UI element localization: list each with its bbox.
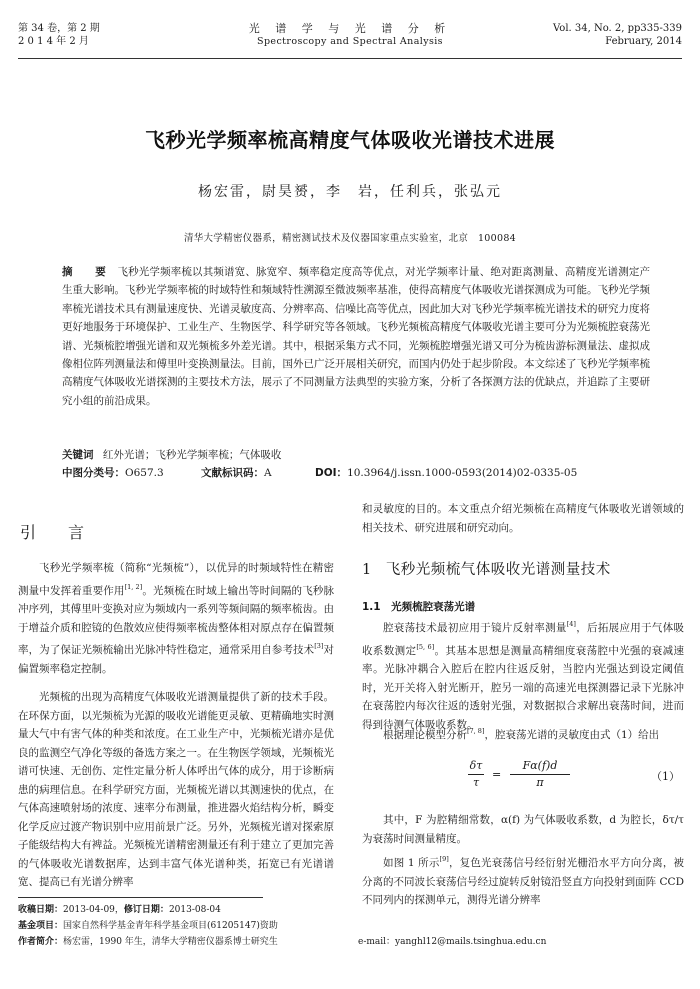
journal-title-cn: 光 谱 学 与 光 谱 分 析 [248, 22, 452, 35]
fund-text: 国家自然科学基金青年科学基金项目(61205147)资助 [63, 921, 278, 931]
citation: [4] [566, 620, 576, 628]
footnote-dates [18, 904, 682, 917]
keywords [62, 446, 650, 464]
eq-rhs-numerator: Fα(f)d [510, 758, 570, 775]
footnote-author [18, 936, 682, 949]
footnote-rule [18, 897, 263, 898]
right-paragraph-3: 其中，F 为腔精细常数，α(f) 为气体吸收系数，d 为腔长，δτ/τ 为衰荡时间测量精度。 [362, 814, 684, 845]
abstract [62, 263, 650, 410]
section-number: 1 [362, 562, 372, 578]
intro-paragraph-2: 光频梳的出现为高精度气体吸收光谱测量提供了新的技术手段。在环保方面，以光频梳为光源的吸收光谱能更灵敏、更精确地实时测量大气中有害气体的种类和浓度。在工业生产中，光频梳光谱亦是优良的监测空气净化等级的备选方案之一。在生物医学领域，光频梳光谱可快速、无创伤、定性定量分析人体呼出气体的成分，用于诊断病患的病理信息。在科学研究方面，光频梳光谱以其测速快的优点，在气体高速喷射场的浓度、速率分布测量，推进器火焰结构分析，瞬变化学反应过渡产物识别中应用前景广泛。另外，光频梳光谱对探索原子能级结构大有裨益。光频梳光谱精密测量还有利于建立了更加完善的气体吸收光谱数据库，达到丰富气体光谱种类，拓宽已有光谱谱宽、提高已有光谱分辨率 [18, 691, 334, 888]
running-header [18, 20, 682, 60]
received-date: 2013-04-09， [63, 905, 124, 915]
subsection-1-1-heading: 1.1 光频梳腔衰荡光谱 [362, 601, 476, 613]
author-email: e-mail：yanghl12@mails.tsinghua.edu.cn [358, 937, 547, 947]
revised-label: 修订日期： [123, 905, 169, 915]
date-cn: 2 0 1 4 年 2 月 [18, 36, 89, 47]
volume-pages-en: Vol. 34, No. 2, pp335-339 [553, 23, 682, 34]
clc-label: 中图分类号： [62, 467, 125, 479]
volume-issue-cn: 第 34 卷，第 2 期 [18, 23, 100, 34]
right-p2b: ，腔衰荡光谱的灵敏度由式（1）给出 [484, 729, 660, 741]
right-p1a: 腔衰荡技术最初应用于镜片反射率测量 [383, 622, 567, 634]
eq-lhs-denominator: τ [472, 776, 480, 789]
citation: [1, 2] [124, 582, 143, 591]
section-title: 飞秒光频梳气体吸收光谱测量技术 [385, 562, 611, 578]
journal-title-en: Spectroscopy and Spectral Analysis [257, 36, 443, 47]
header-right [502, 22, 682, 48]
clc-value: O657.3 [125, 467, 164, 479]
keywords-text: 红外光谱；飞秒光学频率梳；气体吸收 [102, 449, 282, 461]
date-en: February, 2014 [605, 36, 682, 47]
right-p4b: ，复色光衰荡信号经衍射光栅沿水平方向分离，被分离的不同波长衰荡信号经过旋转反射镜沿竖直方向投射到面阵 CCD 不同列内的探测单元，测得光谱分辨率 [362, 857, 685, 906]
right-p1c: 。其基本思想是测量高精细度衰荡腔中光强的衰减速率。光脉冲耦合入腔后在腔内往返反射，当腔内光强达到设定阈值时，光开关将入射光断开，腔另一端的高速光电探测器记录下光脉冲在衰荡腔内每次往返的透射光强，对数据拟合求解出衰荡时间，进而得到待测气体吸收系数。 [362, 644, 685, 731]
received-label: 收稿日期： [18, 905, 64, 915]
eq-lhs-numerator: δτ [468, 758, 484, 775]
equation-number: （1） [651, 770, 680, 783]
revised-date: 2013-08-04 [168, 905, 221, 915]
eq-lhs-fraction [468, 758, 484, 791]
right-p4a: 如图 1 所示 [383, 857, 440, 869]
citation: [7, 8] [467, 727, 485, 735]
author-bio: 杨宏雷，1990 年生，清华大学精密仪器系博士研究生 [63, 937, 278, 947]
doc-code [201, 464, 272, 482]
keywords-label: 关键词 [62, 449, 94, 461]
right-p1b: ，后拓展应用于气体吸收系数测定 [362, 622, 685, 657]
header-rule [18, 58, 682, 59]
citation: [9] [439, 855, 449, 863]
citation: [3] [314, 642, 324, 650]
right-paragraph-1 [362, 615, 684, 734]
citation: [5, 6] [416, 642, 435, 651]
intro-paragraph-1 [18, 559, 334, 678]
doi-label: DOI： [315, 467, 348, 479]
doi-value: 10.3964/j.issn.1000-0593(2014)02-0335-05 [347, 467, 578, 479]
eq-rhs-denominator: π [536, 776, 544, 789]
abstract-text: 飞秒光学频率梳以其频谱宽、脉宽窄、频率稳定度高等优点，对光学频率计量、绝对距离测量、高精度光谱测定产生重大影响。飞秒光学频率梳的时域特性和频域特性溯源至微波频率基准，使得高精度气体吸收光谱探测成为可能。飞秒光学频率梳光谱技术具有测量速度快、光谱灵敏度高、分辨率高、信噪比高等优点，因此加大对飞秒光学频率梳光谱技术的研究力度将更好地服务于环境保护、工业生产、生物医学、科学研究等各领域。飞秒光频梳高精度气体吸收光谱主要可分为光频梳腔衰荡光谱、光频梳腔增强光谱和双光频梳多外差光谱。其中，根据采集方式不同，光频梳腔增强光谱又可分为梳齿游标测量法、虚拟成像相位阵列测量法和傅里叶变换测量法。目前，国外已广泛开展相关研究，而国内仍处于起步阶段。本文综述了飞秒光学频率梳高精度气体吸收光谱探测的主要技术方法，展示了不同测量方法典型的实验方案，分析了各探测方法的优缺点，并追踪了主要研究小组的前沿成果。 [62, 266, 651, 407]
doc-code-label: 文献标识码： [201, 467, 264, 479]
right-paragraph-4 [362, 850, 684, 910]
affiliation: 清华大学精密仪器系，精密测试技术及仪器国家重点实验室，北京 100084 [183, 233, 517, 244]
paper-title: 飞秒光学频率梳高精度气体吸收光谱技术进展 [145, 128, 555, 152]
author-bio-label: 作者简介： [18, 937, 64, 947]
intro-p1a: 飞秒光学频率梳（简称“光频梳”），以优异的时频域特性在精密测量中发挥着重要作用 [18, 562, 334, 597]
doc-code-value: A [264, 467, 272, 479]
footnote-funding [18, 920, 682, 933]
eq-equals: = [492, 768, 502, 781]
right-p2a: 根据理论模型分析 [383, 729, 467, 741]
equation-1 [362, 756, 684, 800]
right-paragraph-0: 和灵敏度的目的。本文重点介绍光频梳在高精度气体吸收光谱领域的相关技术、研究进展和研究动向。 [362, 503, 684, 534]
fund-label: 基金项目： [18, 921, 64, 931]
doi [315, 464, 577, 482]
classification-line [62, 464, 650, 482]
intro-p1c: 对偏置频率稳定控制。 [18, 644, 335, 675]
section-1-heading [362, 558, 611, 579]
author-list: 杨宏雷，尉昊赟，李 岩，任利兵，张弘元 [198, 184, 502, 200]
abstract-label: 摘 要 [62, 266, 112, 278]
eq-rhs-fraction [510, 758, 570, 791]
intro-heading: 引 言 [20, 523, 93, 542]
right-paragraph-2 [362, 722, 684, 745]
intro-p1b: 。光频梳在时域上输出等时间隔的飞秒脉冲序列，其傅里叶变换对应为频域内一系列等频间隔的频率梳齿。由于增益介质和腔镜的色散效应使得频率梳齿整体相对原点存在偏置频率，为了保证光频梳输出光脉冲特性稳定，通常采用自参考技术 [18, 584, 335, 656]
clc [62, 467, 164, 479]
